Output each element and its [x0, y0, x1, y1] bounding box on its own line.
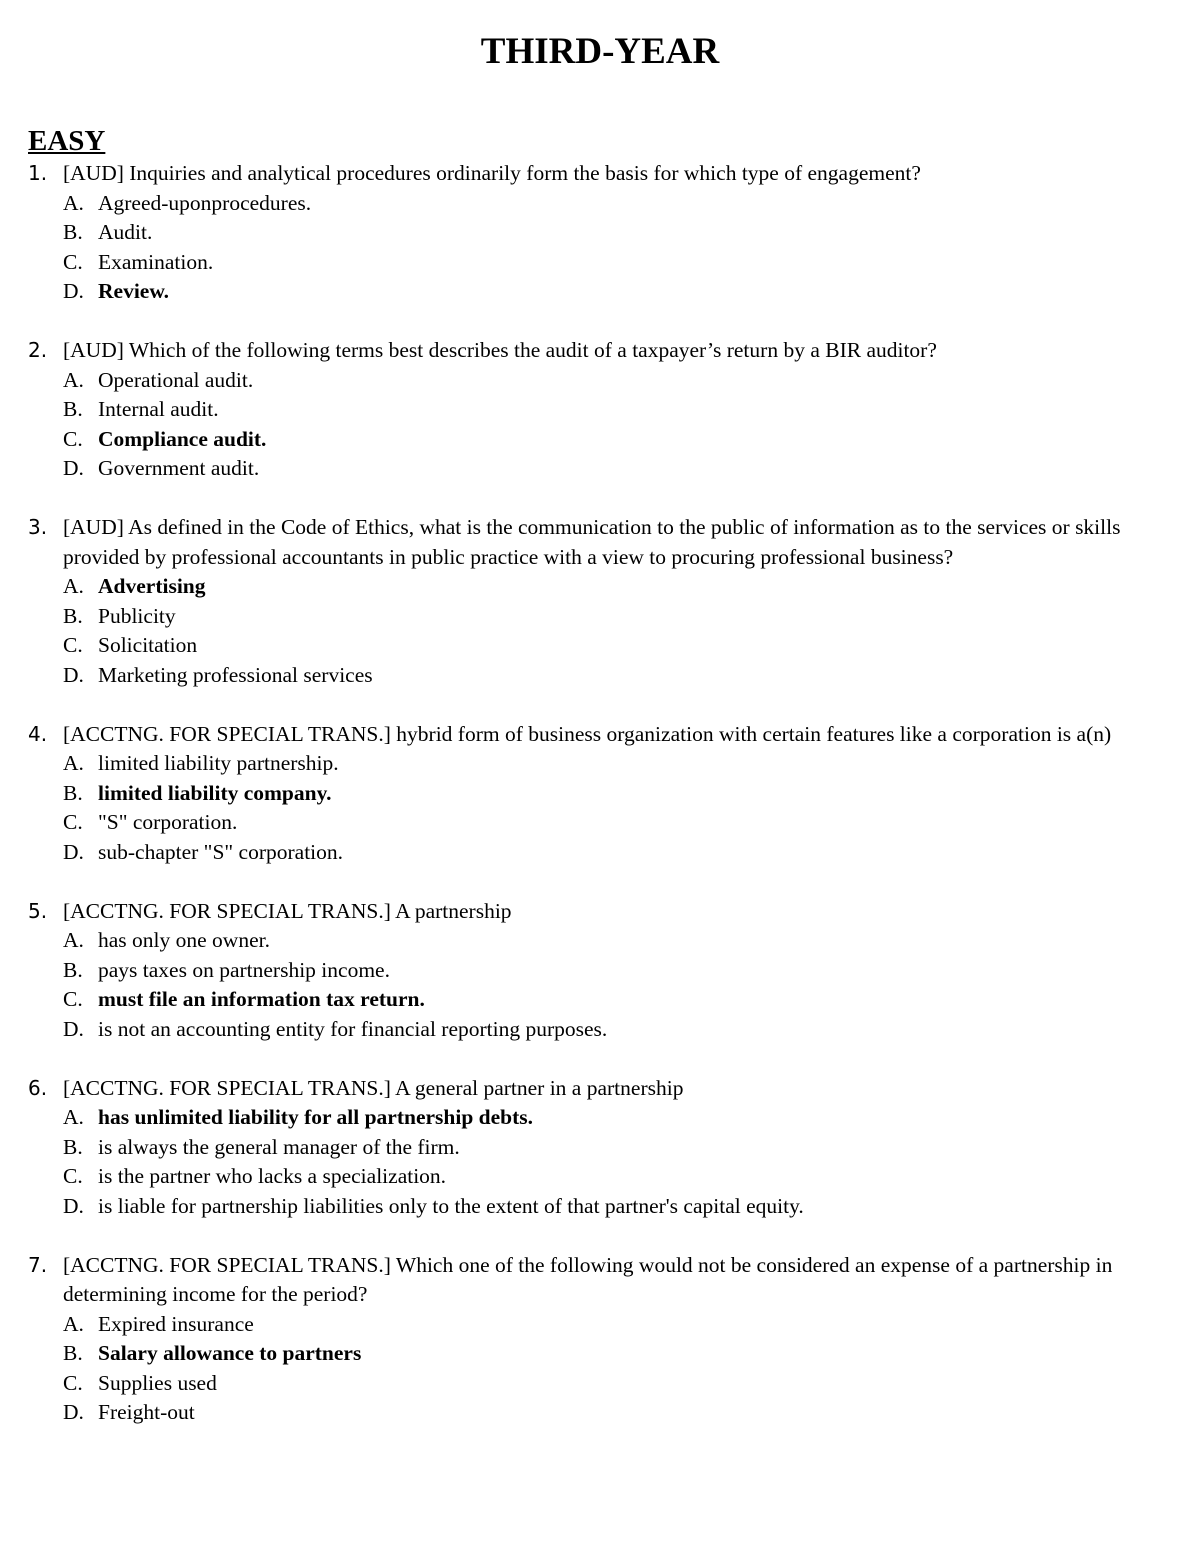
option-letter: A.: [63, 1311, 84, 1336]
question-3-option-c: [63, 631, 1166, 661]
option-letter: B.: [63, 957, 83, 982]
question-5-option-c: [63, 985, 1166, 1015]
question-text: [ACCTNG. FOR SPECIAL TRANS.] A partnership: [63, 898, 512, 923]
option-letter: D.: [63, 839, 84, 864]
question-2-option-b: [63, 395, 1166, 425]
option-letter: A.: [63, 751, 84, 775]
option-text: limited liability company.: [98, 780, 332, 805]
option-list: [63, 1103, 1166, 1221]
question-text: [AUD] As defined in the Code of Ethics, what is the communication to the public of information as to the services or skills provided by professional accountants in public practice with a view to procuring professional business?: [63, 515, 1121, 569]
option-list: [63, 189, 1166, 307]
option-text: Freight-out: [98, 1400, 195, 1424]
option-text: Expired insurance: [98, 1311, 254, 1336]
question-6: [0, 1074, 1200, 1222]
option-letter: A.: [63, 574, 84, 598]
question-4-option-a: [63, 749, 1166, 779]
option-letter: D.: [63, 1400, 84, 1424]
option-text: pays taxes on partnership income.: [98, 957, 390, 982]
option-letter: A.: [63, 190, 84, 215]
option-letter: C.: [63, 987, 83, 1011]
question-2-option-a: [63, 366, 1166, 396]
option-text: "S" corporation.: [98, 810, 238, 834]
option-letter: D.: [63, 456, 84, 480]
question-6-option-b: [63, 1133, 1166, 1163]
question-4: [0, 720, 1200, 868]
option-text: Operational audit.: [98, 367, 254, 392]
option-text: Salary allowance to partners: [98, 1341, 362, 1365]
option-letter: D.: [63, 662, 84, 687]
option-letter: B.: [63, 1341, 83, 1365]
question-number: 7.: [28, 1252, 48, 1277]
question-list: [0, 159, 1200, 1428]
question-7-option-c: [63, 1369, 1166, 1399]
option-list: [63, 926, 1166, 1044]
option-text: Examination.: [98, 249, 214, 274]
question-6-option-a: [63, 1103, 1166, 1133]
question-7-option-d: [63, 1398, 1166, 1428]
question-2-option-c: [63, 425, 1166, 455]
question-text: [AUD] Inquiries and analytical procedures ordinarily form the basis for which type of engagement?: [63, 161, 921, 185]
question-text: [ACCTNG. FOR SPECIAL TRANS.] Which one of the following would not be considered an expense of a partnership in determining income for the period?: [63, 1252, 1113, 1306]
question-3: [0, 513, 1200, 690]
question-number: 6.: [28, 1075, 48, 1100]
question-number: 1.: [28, 161, 48, 185]
question-2: [0, 336, 1200, 484]
question-4-option-b: [63, 779, 1166, 809]
option-text: Audit.: [98, 220, 153, 244]
question-text: [AUD] Which of the following terms best describes the audit of a taxpayer’s return by a BIR auditor?: [63, 338, 937, 362]
option-list: [63, 1310, 1166, 1428]
option-letter: A.: [63, 367, 84, 392]
option-text: Marketing professional services: [98, 662, 373, 687]
option-letter: C.: [63, 1164, 83, 1188]
option-text: Advertising: [98, 574, 206, 598]
option-text: is the partner who lacks a specialization.: [98, 1164, 447, 1188]
question-number: 3.: [28, 515, 48, 539]
question-5-option-b: [63, 956, 1166, 986]
question-4-option-c: [63, 808, 1166, 838]
option-text: limited liability partnership.: [98, 751, 339, 775]
option-text: must file an information tax return.: [98, 987, 425, 1011]
option-text: has unlimited liability for all partnership debts.: [98, 1105, 534, 1129]
option-list: [63, 366, 1166, 484]
option-letter: C.: [63, 249, 83, 274]
question-number: 2.: [28, 338, 48, 362]
question-1-option-c: [63, 248, 1166, 278]
section-heading: EASY: [28, 125, 106, 157]
option-letter: C.: [63, 426, 83, 451]
question-1-option-d: [63, 277, 1166, 307]
option-text: Compliance audit.: [98, 426, 267, 451]
option-letter: C.: [63, 1370, 83, 1395]
option-letter: B.: [63, 780, 83, 805]
question-1-option-a: [63, 189, 1166, 219]
question-3-option-b: [63, 602, 1166, 632]
option-text: Internal audit.: [98, 397, 219, 421]
option-letter: C.: [63, 810, 83, 834]
option-letter: C.: [63, 633, 83, 657]
option-letter: D.: [63, 1016, 84, 1041]
option-letter: B.: [63, 603, 83, 628]
question-7: [0, 1251, 1200, 1428]
question-3-option-a: [63, 572, 1166, 602]
question-2-option-d: [63, 454, 1166, 484]
option-letter: D.: [63, 1193, 84, 1218]
question-5-option-a: [63, 926, 1166, 956]
question-text: [ACCTNG. FOR SPECIAL TRANS.] A general partner in a partnership: [63, 1075, 684, 1100]
question-7-option-b: [63, 1339, 1166, 1369]
question-1-option-b: [63, 218, 1166, 248]
question-6-option-c: [63, 1162, 1166, 1192]
option-letter: D.: [63, 279, 84, 303]
question-6-option-d: [63, 1192, 1166, 1222]
question-7-option-a: [63, 1310, 1166, 1340]
question-1: [0, 159, 1200, 307]
option-text: Government audit.: [98, 456, 260, 480]
option-text: is not an accounting entity for financial reporting purposes.: [98, 1016, 608, 1041]
option-letter: B.: [63, 220, 83, 244]
question-number: 4.: [28, 721, 48, 746]
question-3-option-d: [63, 661, 1166, 691]
question-5: [0, 897, 1200, 1045]
page-title: THIRD-YEAR: [480, 31, 720, 72]
option-list: [63, 749, 1166, 867]
option-letter: A.: [63, 928, 84, 952]
option-text: Review.: [98, 279, 170, 303]
option-letter: A.: [63, 1105, 84, 1129]
question-text: [ACCTNG. FOR SPECIAL TRANS.] hybrid form of business organization with certain features like a corporation is a(n): [63, 721, 1112, 746]
question-5-option-d: [63, 1015, 1166, 1045]
option-text: Publicity: [98, 603, 176, 628]
option-letter: B.: [63, 397, 83, 421]
option-text: Agreed-uponprocedures.: [98, 190, 312, 215]
question-4-option-d: [63, 838, 1166, 868]
question-number: 5.: [28, 898, 48, 923]
option-text: Solicitation: [98, 633, 198, 657]
option-text: has only one owner.: [98, 928, 270, 952]
option-text: sub-chapter "S" corporation.: [98, 839, 344, 864]
option-letter: B.: [63, 1134, 83, 1159]
option-text: is liable for partnership liabilities only to the extent of that partner's capital equity.: [98, 1193, 804, 1218]
option-text: is always the general manager of the firm.: [98, 1134, 460, 1159]
option-text: Supplies used: [98, 1370, 217, 1395]
option-list: [63, 572, 1166, 690]
